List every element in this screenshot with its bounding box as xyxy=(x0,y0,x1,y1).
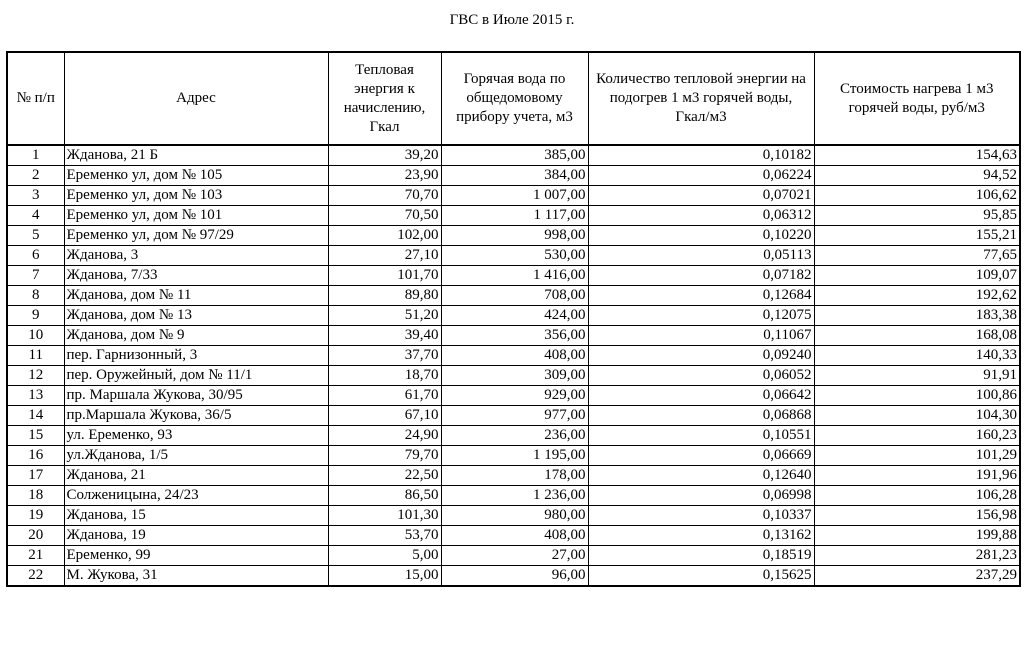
table-row xyxy=(7,145,1020,166)
cell-address: Жданова, дом № 9 xyxy=(64,326,328,346)
cell-number: 14 xyxy=(7,406,64,426)
cell-number: 7 xyxy=(7,266,64,286)
cell-heat-energy: 67,10 xyxy=(328,406,441,426)
column-header-cost-per-m3: Стоимость нагрева 1 м3 горячей воды, руб/м3 xyxy=(814,52,1020,145)
page-title: ГВС в Июле 2015 г. xyxy=(449,12,575,28)
cell-number: 3 xyxy=(7,186,64,206)
cell-energy-per-m3: 0,05113 xyxy=(588,246,814,266)
column-header-energy-per-m3: Количество тепловой энергии на подогрев 1 м3 горячей воды, Гкал/м3 xyxy=(588,52,814,145)
table-row xyxy=(7,166,1020,186)
cell-hot-water: 708,00 xyxy=(441,286,588,306)
cell-energy-per-m3: 0,06998 xyxy=(588,486,814,506)
report-table xyxy=(6,51,1021,587)
cell-address: Жданова, 7/33 xyxy=(64,266,328,286)
cell-hot-water: 424,00 xyxy=(441,306,588,326)
cell-energy-per-m3: 0,06052 xyxy=(588,366,814,386)
cell-address: М. Жукова, 31 xyxy=(64,566,328,587)
cell-cost-per-m3: 155,21 xyxy=(814,226,1020,246)
table-row xyxy=(7,266,1020,286)
cell-energy-per-m3: 0,06669 xyxy=(588,446,814,466)
cell-cost-per-m3: 95,85 xyxy=(814,206,1020,226)
cell-hot-water: 1 117,00 xyxy=(441,206,588,226)
cell-hot-water: 1 416,00 xyxy=(441,266,588,286)
cell-heat-energy: 39,20 xyxy=(328,145,441,166)
cell-energy-per-m3: 0,06224 xyxy=(588,166,814,186)
table-row xyxy=(7,306,1020,326)
cell-number: 19 xyxy=(7,506,64,526)
cell-energy-per-m3: 0,07021 xyxy=(588,186,814,206)
cell-energy-per-m3: 0,12684 xyxy=(588,286,814,306)
column-header-address: Адрес xyxy=(64,52,328,145)
cell-hot-water: 356,00 xyxy=(441,326,588,346)
cell-heat-energy: 27,10 xyxy=(328,246,441,266)
cell-heat-energy: 89,80 xyxy=(328,286,441,306)
cell-heat-energy: 61,70 xyxy=(328,386,441,406)
cell-energy-per-m3: 0,06868 xyxy=(588,406,814,426)
cell-heat-energy: 53,70 xyxy=(328,526,441,546)
cell-address: Жданова, 3 xyxy=(64,246,328,266)
cell-energy-per-m3: 0,07182 xyxy=(588,266,814,286)
cell-cost-per-m3: 91,91 xyxy=(814,366,1020,386)
cell-heat-energy: 39,40 xyxy=(328,326,441,346)
cell-cost-per-m3: 101,29 xyxy=(814,446,1020,466)
table-row xyxy=(7,546,1020,566)
cell-cost-per-m3: 199,88 xyxy=(814,526,1020,546)
cell-number: 6 xyxy=(7,246,64,266)
cell-address: Жданова, 21 Б xyxy=(64,145,328,166)
cell-hot-water: 1 007,00 xyxy=(441,186,588,206)
table-row xyxy=(7,466,1020,486)
cell-heat-energy: 102,00 xyxy=(328,226,441,246)
cell-address: ул.Жданова, 1/5 xyxy=(64,446,328,466)
cell-number: 18 xyxy=(7,486,64,506)
cell-number: 9 xyxy=(7,306,64,326)
cell-hot-water: 1 236,00 xyxy=(441,486,588,506)
cell-heat-energy: 18,70 xyxy=(328,366,441,386)
cell-cost-per-m3: 156,98 xyxy=(814,506,1020,526)
table-row xyxy=(7,566,1020,587)
cell-number: 15 xyxy=(7,426,64,446)
table-row xyxy=(7,226,1020,246)
table-row xyxy=(7,426,1020,446)
cell-number: 2 xyxy=(7,166,64,186)
cell-energy-per-m3: 0,13162 xyxy=(588,526,814,546)
cell-address: Еременко, 99 xyxy=(64,546,328,566)
cell-address: Жданова, 19 xyxy=(64,526,328,546)
cell-energy-per-m3: 0,10551 xyxy=(588,426,814,446)
cell-cost-per-m3: 154,63 xyxy=(814,145,1020,166)
cell-hot-water: 998,00 xyxy=(441,226,588,246)
cell-heat-energy: 24,90 xyxy=(328,426,441,446)
table-row xyxy=(7,206,1020,226)
cell-cost-per-m3: 106,28 xyxy=(814,486,1020,506)
cell-hot-water: 178,00 xyxy=(441,466,588,486)
cell-hot-water: 385,00 xyxy=(441,145,588,166)
cell-heat-energy: 51,20 xyxy=(328,306,441,326)
cell-energy-per-m3: 0,06312 xyxy=(588,206,814,226)
table-row xyxy=(7,506,1020,526)
table-row xyxy=(7,346,1020,366)
table-body xyxy=(7,145,1020,586)
cell-energy-per-m3: 0,18519 xyxy=(588,546,814,566)
cell-hot-water: 384,00 xyxy=(441,166,588,186)
cell-heat-energy: 70,70 xyxy=(328,186,441,206)
table-row xyxy=(7,386,1020,406)
cell-address: Жданова, дом № 13 xyxy=(64,306,328,326)
cell-hot-water: 236,00 xyxy=(441,426,588,446)
cell-address: Еременко ул, дом № 103 xyxy=(64,186,328,206)
table-row xyxy=(7,446,1020,466)
table-row xyxy=(7,406,1020,426)
cell-cost-per-m3: 106,62 xyxy=(814,186,1020,206)
cell-cost-per-m3: 94,52 xyxy=(814,166,1020,186)
cell-heat-energy: 86,50 xyxy=(328,486,441,506)
cell-number: 4 xyxy=(7,206,64,226)
cell-hot-water: 408,00 xyxy=(441,526,588,546)
cell-energy-per-m3: 0,10220 xyxy=(588,226,814,246)
cell-heat-energy: 37,70 xyxy=(328,346,441,366)
cell-energy-per-m3: 0,06642 xyxy=(588,386,814,406)
table-row xyxy=(7,246,1020,266)
cell-cost-per-m3: 77,65 xyxy=(814,246,1020,266)
cell-heat-energy: 79,70 xyxy=(328,446,441,466)
cell-cost-per-m3: 100,86 xyxy=(814,386,1020,406)
cell-address: Еременко ул, дом № 101 xyxy=(64,206,328,226)
cell-hot-water: 96,00 xyxy=(441,566,588,587)
cell-number: 22 xyxy=(7,566,64,587)
table-header-row xyxy=(7,52,1020,145)
cell-address: Еременко ул, дом № 105 xyxy=(64,166,328,186)
cell-energy-per-m3: 0,11067 xyxy=(588,326,814,346)
cell-heat-energy: 70,50 xyxy=(328,206,441,226)
cell-address: Жданова, дом № 11 xyxy=(64,286,328,306)
column-header-number: № п/п xyxy=(7,52,64,145)
cell-cost-per-m3: 140,33 xyxy=(814,346,1020,366)
cell-hot-water: 1 195,00 xyxy=(441,446,588,466)
table-row xyxy=(7,526,1020,546)
cell-energy-per-m3: 0,09240 xyxy=(588,346,814,366)
cell-hot-water: 408,00 xyxy=(441,346,588,366)
table-row xyxy=(7,286,1020,306)
cell-address: пер. Оружейный, дом № 11/1 xyxy=(64,366,328,386)
cell-cost-per-m3: 109,07 xyxy=(814,266,1020,286)
cell-hot-water: 27,00 xyxy=(441,546,588,566)
cell-number: 8 xyxy=(7,286,64,306)
cell-address: Жданова, 21 xyxy=(64,466,328,486)
cell-heat-energy: 23,90 xyxy=(328,166,441,186)
cell-hot-water: 977,00 xyxy=(441,406,588,426)
cell-cost-per-m3: 237,29 xyxy=(814,566,1020,587)
cell-energy-per-m3: 0,12640 xyxy=(588,466,814,486)
cell-heat-energy: 22,50 xyxy=(328,466,441,486)
cell-number: 5 xyxy=(7,226,64,246)
cell-heat-energy: 101,30 xyxy=(328,506,441,526)
table-row xyxy=(7,326,1020,346)
column-header-heat-energy: Тепловая энергия к начислению, Гкал xyxy=(328,52,441,145)
cell-cost-per-m3: 191,96 xyxy=(814,466,1020,486)
cell-address: пр.Маршала Жукова, 36/5 xyxy=(64,406,328,426)
cell-hot-water: 980,00 xyxy=(441,506,588,526)
cell-cost-per-m3: 168,08 xyxy=(814,326,1020,346)
cell-number: 11 xyxy=(7,346,64,366)
cell-number: 1 xyxy=(7,145,64,166)
cell-energy-per-m3: 0,10337 xyxy=(588,506,814,526)
table-row xyxy=(7,486,1020,506)
column-header-hot-water: Горячая вода по общедомовому прибору учета, м3 xyxy=(441,52,588,145)
cell-cost-per-m3: 192,62 xyxy=(814,286,1020,306)
cell-number: 10 xyxy=(7,326,64,346)
cell-number: 21 xyxy=(7,546,64,566)
cell-energy-per-m3: 0,10182 xyxy=(588,145,814,166)
cell-number: 12 xyxy=(7,366,64,386)
cell-cost-per-m3: 183,38 xyxy=(814,306,1020,326)
cell-address: ул. Еременко, 93 xyxy=(64,426,328,446)
cell-hot-water: 929,00 xyxy=(441,386,588,406)
cell-cost-per-m3: 104,30 xyxy=(814,406,1020,426)
table-row xyxy=(7,186,1020,206)
cell-address: Солженицына, 24/23 xyxy=(64,486,328,506)
cell-energy-per-m3: 0,12075 xyxy=(588,306,814,326)
cell-address: пр. Маршала Жукова, 30/95 xyxy=(64,386,328,406)
cell-address: пер. Гарнизонный, 3 xyxy=(64,346,328,366)
cell-number: 20 xyxy=(7,526,64,546)
cell-number: 17 xyxy=(7,466,64,486)
table-row xyxy=(7,366,1020,386)
cell-address: Жданова, 15 xyxy=(64,506,328,526)
cell-cost-per-m3: 160,23 xyxy=(814,426,1020,446)
cell-number: 16 xyxy=(7,446,64,466)
cell-heat-energy: 5,00 xyxy=(328,546,441,566)
cell-heat-energy: 101,70 xyxy=(328,266,441,286)
cell-hot-water: 309,00 xyxy=(441,366,588,386)
cell-heat-energy: 15,00 xyxy=(328,566,441,587)
cell-energy-per-m3: 0,15625 xyxy=(588,566,814,587)
cell-cost-per-m3: 281,23 xyxy=(814,546,1020,566)
cell-address: Еременко ул, дом № 97/29 xyxy=(64,226,328,246)
cell-number: 13 xyxy=(7,386,64,406)
cell-hot-water: 530,00 xyxy=(441,246,588,266)
